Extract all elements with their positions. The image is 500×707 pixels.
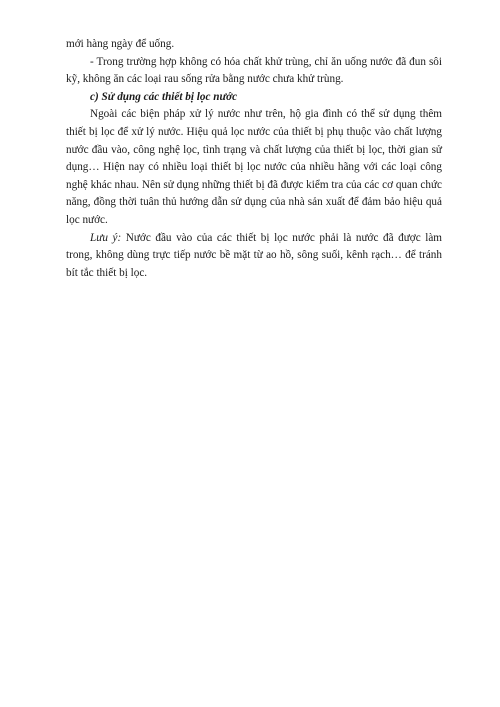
note-paragraph (66, 230, 442, 283)
note-text: Nước đầu vào của các thiết bị lọc nước phải là nước đã được làm trong, không dùng trực tiếp nước bề mặt từ ao hồ, sông suối, kênh rạch… để tránh bít tắc thiết bị lọc. (66, 231, 443, 279)
note-label: Lưu ý: (90, 231, 122, 244)
section-heading: c) Sử dụng các thiết bị lọc nước (90, 90, 238, 103)
document-page (66, 36, 442, 282)
body-paragraph: Ngoài các biện pháp xử lý nước như trên, hộ gia đình có thể sử dụng thêm thiết bị lọc để xử lý nước. Hiệu quả lọc nước của thiết bị phụ thuộc vào chất lượng nước đầu vào, công nghệ lọc, tình trạng và chất lượng của thiết bị lọc, thời gian sử dụng… Hiện nay có nhiều loại thiết bị lọc nước của nhiều hãng với các loại công nghệ khác nhau. Nên sử dụng những thiết bị đã được kiểm tra của các cơ quan chức năng, đồng thời tuân thủ hướng dẫn sử dụng của nhà sản xuất để đảm bảo hiệu quả lọc nước. (66, 108, 442, 226)
paragraph-continuation: mới hàng ngày để uống. (66, 38, 175, 50)
bullet-paragraph: - Trong trường hợp không có hóa chất khử trùng, chỉ ăn uống nước đã đun sôi kỹ, không ăn các loại rau sống rửa bằng nước chưa khử trùng. (66, 55, 442, 86)
